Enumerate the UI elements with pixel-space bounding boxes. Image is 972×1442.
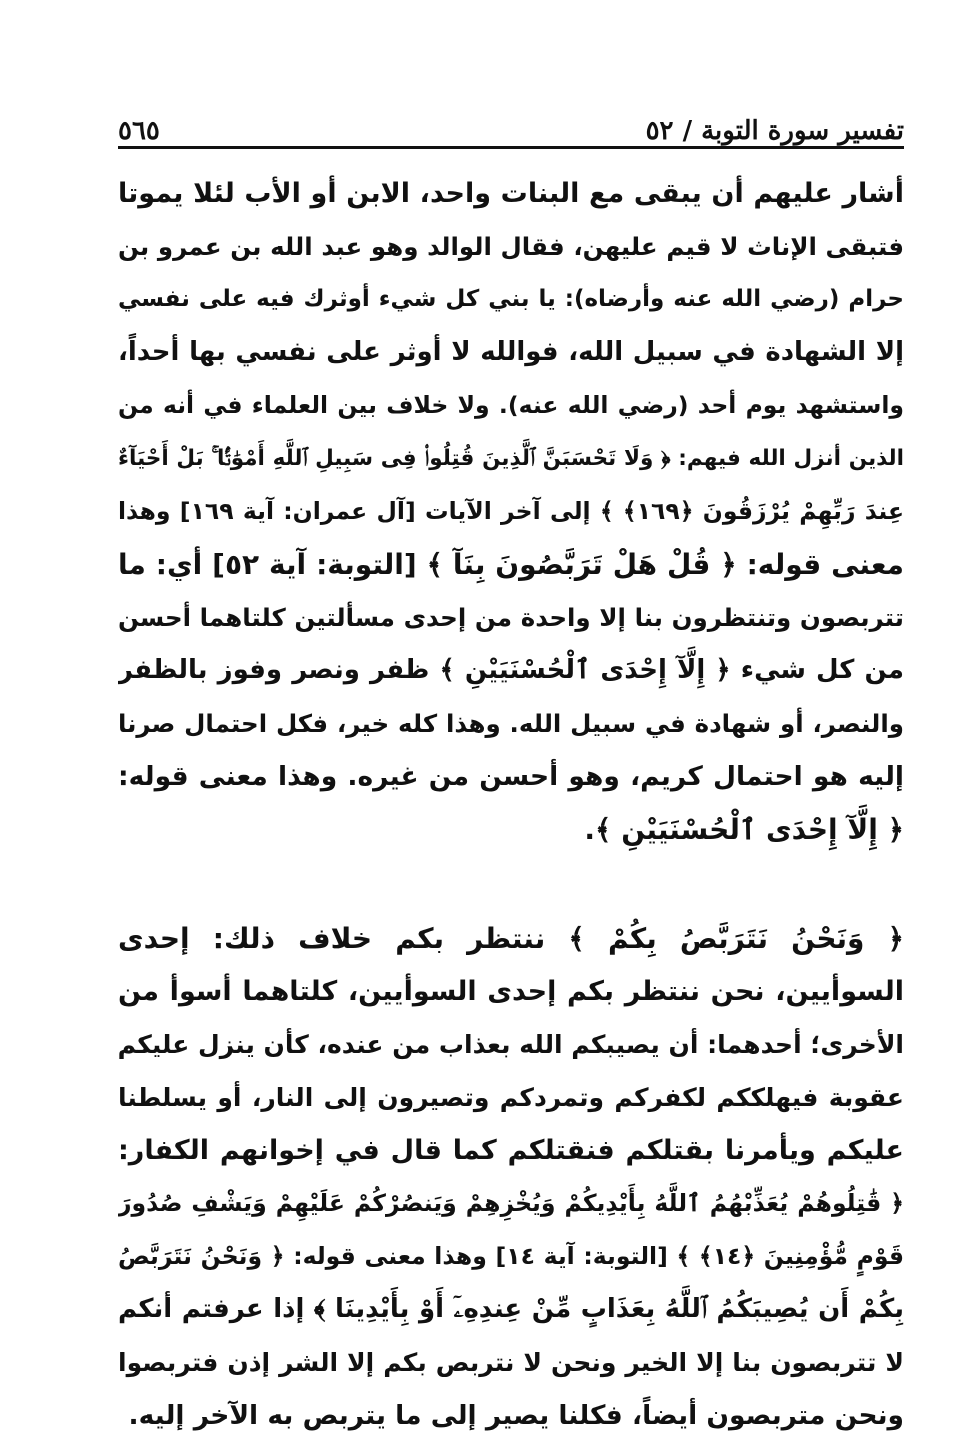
text-line: لا تتربصون بنا إلا الخير ونحن لا نتربص بكم إلا الشر إذن فتربصوا <box>118 1348 904 1377</box>
text-line: ونحن متربصون أيضاً، فكلنا يصير إلى ما يتربص به الآخر إليه. <box>128 1400 904 1431</box>
book-page <box>118 92 904 1442</box>
paragraph-gap <box>118 856 904 912</box>
running-title: تفسير سورة التوبة / ٥٢ <box>645 116 904 146</box>
text-line: عِندَ رَبِّهِمْ يُرْزَقُونَ ﴿١٦٩﴾ ﴾ إلى آخر الآيات [آل عمران: آية ١٦٩] وهذا <box>118 497 904 525</box>
page-header <box>118 92 904 149</box>
text-line: معنى قوله: ﴿ قُلْ هَلْ تَرَبَّصُونَ بِنَآ ﴾ [التوبة: آية ٥٢] أي: ما <box>118 548 904 581</box>
text-line: السوأيين، نحن ننتظر بكم إحدى السوأيين، كلتاهما أسوأ من <box>118 976 904 1007</box>
paragraph-2 <box>118 912 904 1442</box>
text-line: من كل شيء ﴿ إِلَّآ إِحْدَى ٱلْحُسْنَيَيْنِ ﴾ ظفر ونصر وفوز بالظفر <box>118 655 904 685</box>
text-line: تتربصون وتنتظرون بنا إلا واحدة من إحدى مسألتين كلتاهما أحسن <box>118 603 904 632</box>
text-line: إلا الشهادة في سبيل الله، فوالله لا أوثر على نفسي بها أحداً، <box>118 337 904 367</box>
text-line: الذين أنزل الله فيهم: ﴿ وَلَا تَحْسَبَنَّ ٱلَّذِينَ قُتِلُوا۟ فِى سَبِيلِ ٱللَّهِ أَمْوَٰتًۢا ۚ بَلْ أَحْيَآءٌ <box>118 446 904 471</box>
text-line: ﴿ وَنَحْنُ نَتَرَبَّصُ بِكُمْ ﴾ ننتظر بكم خلاف ذلك: إحدى <box>118 922 904 955</box>
text-line: ﴿ إِلَّآ إِحْدَى ٱلْحُسْنَيَيْنِ ﴾. <box>584 813 904 846</box>
text-line: قَوْمٍ مُّؤْمِنِينَ ﴿١٤﴾ ﴾ [التوبة: آية ١٤] وهذا معنى قوله: ﴿ وَنَحْنُ نَتَرَبَّصُ <box>118 1242 904 1270</box>
text-line: ﴿ قَٰتِلُوهُمْ يُعَذِّبْهُمُ ٱللَّهُ بِأَيْدِيكُمْ وَيُخْزِهِمْ وَيَنصُرْكُمْ عَلَيْهِمْ وَيَشْفِ صُدُورَ <box>118 1189 904 1217</box>
text-line: والنصر، أو شهادة في سبيل الله. وهذا كله خير، فكل احتمال صرنا <box>118 709 904 738</box>
text-line: فتبقى الإناث لا قيم عليهن، فقال الوالد وهو عبد الله بن عمرو بن <box>118 232 904 261</box>
page-number: ٥٦٥ <box>118 116 160 146</box>
text-line: حرام (رضي الله عنه وأرضاه): يا بني كل شيء أوثرك فيه على نفسي <box>118 286 904 312</box>
text-line: بِكُمْ أَن يُصِيبَكُمُ ٱللَّهُ بِعَذَابٍ مِّنْ عِندِهِۦٓ أَوْ بِأَيْدِينَا ﴾ إذا عرفتم أنكم <box>118 1294 904 1324</box>
text-line: عقوبة فيهلككم لكفركم وتمردكم وتصيرون إلى النار، أو يسلطنا <box>118 1083 904 1112</box>
text-line: الأخرى؛ أحدهما: أن يصيبكم الله بعذاب من عنده، كأن ينزل عليكم <box>118 1030 904 1059</box>
text-line: واستشهد يوم أحد (رضي الله عنه). ولا خلاف بين العلماء في أنه من <box>118 391 904 419</box>
paragraph-1 <box>118 167 904 856</box>
text-line: أشار عليهم أن يبقى مع البنات واحد، الابن أو الأب لئلا يموتا <box>118 178 904 209</box>
text-line: عليكم ويأمرنا بقتلكم فنقتلكم كما قال في إخوانهم الكفار: <box>118 1135 904 1166</box>
text-line: إليه هو احتمال كريم، وهو أحسن من غيره. وهذا معنى قوله: <box>118 761 904 792</box>
page-body <box>118 167 904 1442</box>
